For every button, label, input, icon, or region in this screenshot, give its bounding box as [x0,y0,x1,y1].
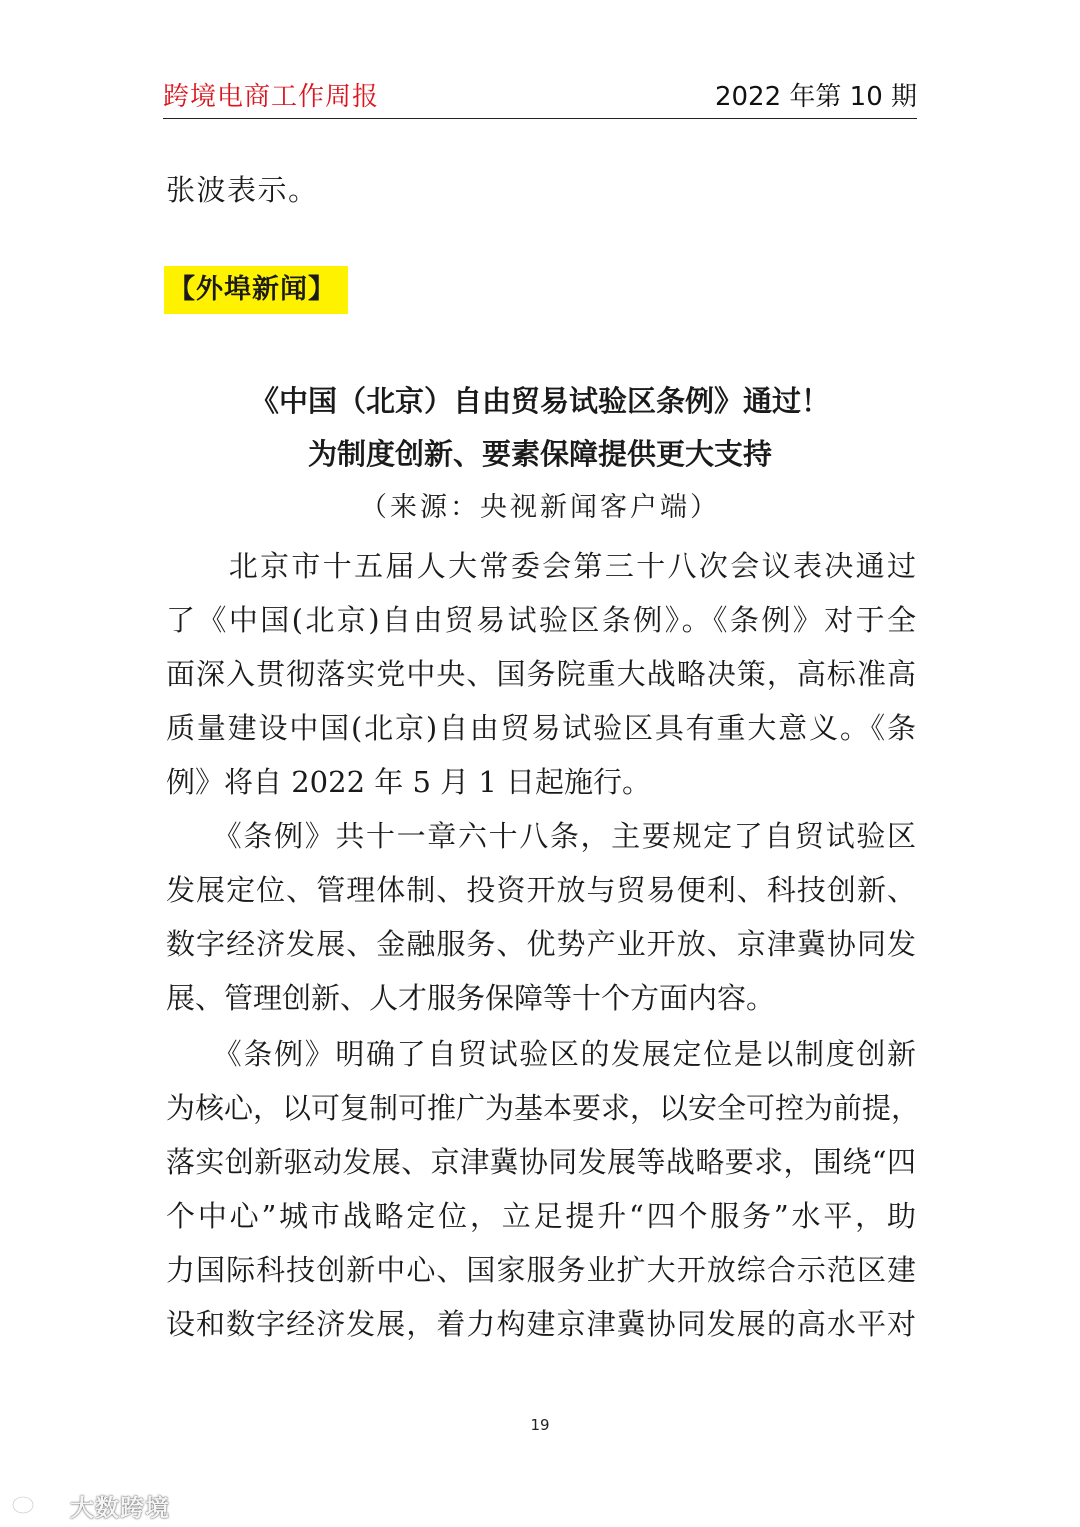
paragraph-line: 例》将自 2022 年 5 月 1 日起施行。 [166,765,652,799]
article-source: （来源：央视新闻客户端） [360,492,720,523]
weibo-logo-icon [10,1490,62,1520]
paragraph-line: 《条例》共十一章六十八条，主要规定了自贸试验区 [166,819,916,853]
issue-number: 2022 年第 10 期 [714,82,917,112]
paragraph-line: 力国际科技创新中心、国家服务业扩大开放综合示范区建 [166,1253,916,1287]
article-title-line-1: 《中国（北京）自由贸易试验区条例》通过！ [249,384,830,418]
intro-line: 张波表示。 [166,173,319,207]
page-header [163,72,917,112]
paragraph-line: 展、管理创新、人才服务保障等十个方面内容。 [166,981,776,1015]
section-tag-label: 【外埠新闻】 [168,274,336,305]
header-divider [163,118,917,119]
page-number: 19 [530,1416,550,1434]
paragraph-line: 为核心，以可复制可推广为基本要求，以安全可控为前提， [166,1091,921,1125]
paragraph-line: 面深入贯彻落实党中央、国务院重大战略决策，高标准高 [166,657,916,691]
section-tag [164,266,348,314]
paragraph-2 [166,809,916,1025]
paragraph-line: 设和数字经济发展，着力构建京津冀协同发展的高水平对 [166,1307,916,1341]
paragraph-line: 北京市十五届人大常委会第三十八次会议表决通过 [166,549,916,583]
article-title-line-2: 为制度创新、要素保障提供更大支持 [307,437,772,471]
paragraph-line: 发展定位、管理体制、投资开放与贸易便利、科技创新、 [166,873,916,907]
paragraph-line: 了《中国(北京)自由贸易试验区条例》。《条例》对于全 [166,603,916,637]
watermark-text: 大数跨境 [70,1494,170,1522]
paragraph-line: 落实创新驱动发展、京津冀协同发展等战略要求，围绕“四 [166,1145,916,1179]
paragraph-3 [166,1027,921,1351]
paragraph-line: 质量建设中国(北京)自由贸易试验区具有重大意义。《条 [166,711,916,745]
paragraph-line: 个中心”城市战略定位，立足提升“四个服务”水平，助 [166,1199,916,1233]
paragraph-1 [166,539,916,809]
paragraph-line: 数字经济发展、金融服务、优势产业开放、京津冀协同发 [166,927,916,961]
paragraph-line: 《条例》明确了自贸试验区的发展定位是以制度创新 [166,1037,916,1071]
publication-title: 跨境电商工作周报 [163,82,380,112]
